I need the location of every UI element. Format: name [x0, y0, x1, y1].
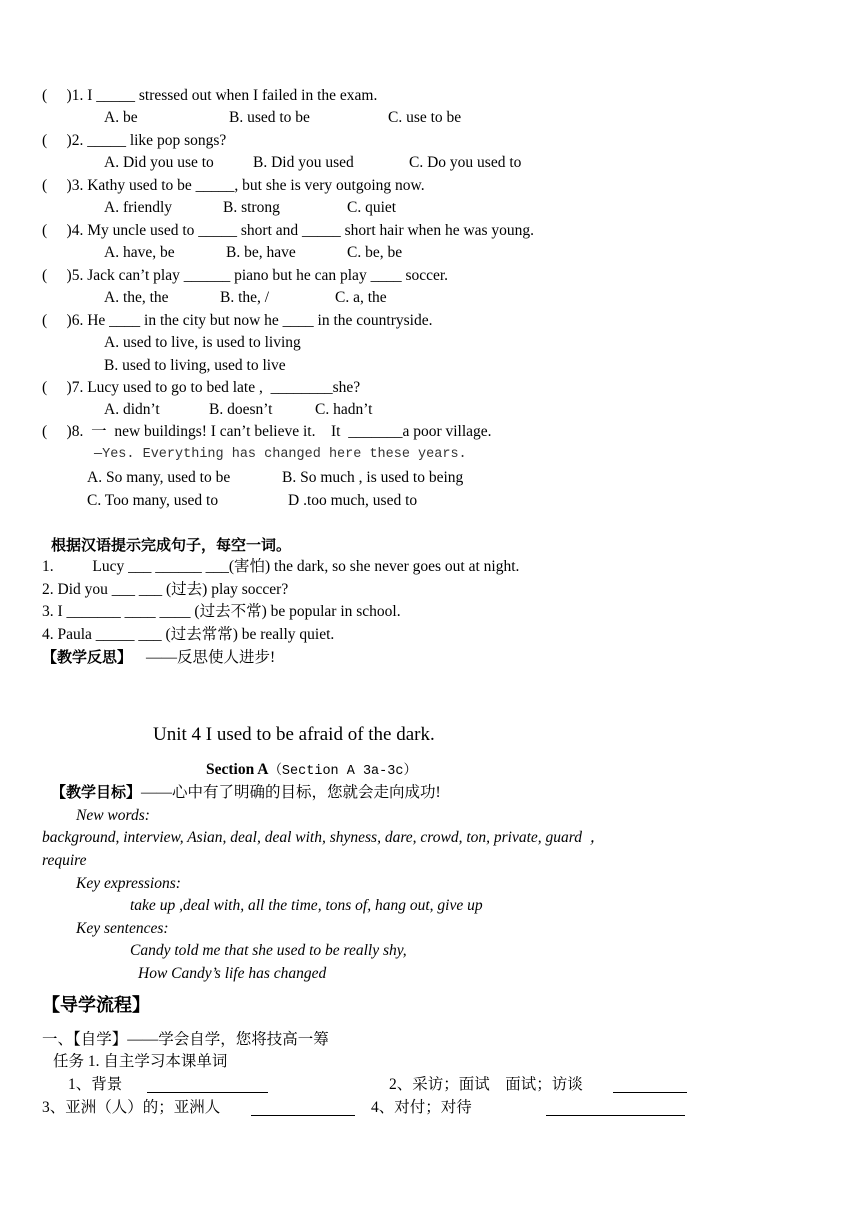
goals-label: 【教学目标】: [51, 783, 142, 801]
option-3a: A. friendly: [104, 199, 173, 216]
new-words-label: New words:: [76, 807, 150, 824]
option-4a: A. have, be: [104, 244, 175, 261]
option-4c: C. be, be: [347, 244, 403, 261]
option-8d: D .too much, used to: [288, 492, 418, 509]
section-detail: （Section A 3a-3c）: [268, 764, 417, 779]
new-words-line-2: require: [42, 852, 87, 869]
option-1c: C. use to be: [388, 109, 462, 126]
section-title: [206, 760, 417, 782]
reflection-label: 【教学反思】: [42, 648, 133, 666]
option-4b: B. be, have: [226, 244, 296, 261]
new-words-line-1: background, interview, Asian, deal, deal with, shyness, dare, crowd, ton, private, guard ，: [42, 829, 606, 846]
key-sentences-label: Key sentences:: [76, 920, 169, 937]
fill-section-heading: 根据汉语提示完成句子，每空一词。: [51, 536, 292, 554]
option-8c: C. Too many, used to: [87, 492, 219, 509]
fill-item-3: 3. I _______ ____ ____ (过去不常) be popular in school.: [42, 603, 401, 620]
option-8b: B. So much , is used to being: [282, 469, 464, 486]
key-sentence-1: Candy told me that she used to be really shy,: [130, 942, 407, 959]
vocab-4: 4、对付；对待: [371, 1099, 472, 1116]
question-3: ( )3. Kathy used to be _____, but she is very outgoing now.: [42, 177, 425, 194]
vocab-2: 2、采访；面试 面试；访谈: [389, 1076, 583, 1093]
option-5b: B. the, /: [220, 289, 270, 306]
question-6: ( )6. He ____ in the city but now he ____ in the countryside.: [42, 312, 433, 329]
key-expressions-label: Key expressions:: [76, 875, 181, 892]
vocab-3-blank: [251, 1115, 355, 1116]
option-6b: B. used to living, used to live: [104, 357, 286, 374]
option-2b: B. Did you used: [253, 154, 354, 171]
question-7: ( )7. Lucy used to go to bed late , ________she?: [42, 379, 361, 396]
question-5: ( )5. Jack can’t play ______ piano but he can play ____ soccer.: [42, 267, 449, 284]
vocab-1: 1、背景: [68, 1076, 123, 1093]
question-2: ( )2. _____ like pop songs?: [42, 132, 227, 149]
vocab-4-blank: [546, 1115, 685, 1116]
option-5a: A. the, the: [104, 289, 169, 306]
option-3b: B. strong: [223, 199, 280, 216]
key-expressions: take up ,deal with, all the time, tons of, hang out, give up: [130, 897, 483, 914]
option-8a: A. So many, used to be: [87, 469, 231, 486]
fill-item-2: 2. Did you ___ ___ (过去) play soccer?: [42, 581, 289, 598]
question-1: ( )1. I _____ stressed out when I failed in the exam.: [42, 87, 378, 104]
vocab-2-blank: [613, 1092, 687, 1093]
option-2c: C. Do you used to: [409, 154, 522, 171]
fill-item-4: 4. Paula _____ ___ (过去常常) be really quiet.: [42, 626, 335, 643]
vocab-3: 3、亚洲（人）的；亚洲人: [42, 1099, 221, 1116]
option-7b: B. doesn’t: [209, 401, 273, 418]
question-4: ( )4. My uncle used to _____ short and _____ short hair when he was young.: [42, 222, 535, 239]
question-8: ( )8. 一 new buildings! I can’t believe it. It _______a poor village.: [42, 423, 492, 440]
key-sentence-2: How Candy’s life has changed: [138, 965, 327, 982]
reflection: [42, 647, 275, 668]
option-1a: A. be: [104, 109, 138, 126]
goals-text: ——心中有了明确的目标，您就会走向成功!: [141, 784, 441, 801]
option-3c: C. quiet: [347, 199, 397, 216]
option-7a: A. didn’t: [104, 401, 160, 418]
vocab-1-blank: [147, 1092, 268, 1093]
self-study-heading: 一、【自学】——学会自学，您将技高一筹: [42, 1031, 329, 1048]
goals: [51, 782, 441, 803]
option-2a: A. Did you use to: [104, 154, 214, 171]
option-5c: C. a, the: [335, 289, 387, 306]
task-1: 任务 1. 自主学习本课单词: [53, 1053, 228, 1070]
option-7c: C. hadn’t: [315, 401, 373, 418]
option-6a: A. used to live, is used to living: [104, 334, 301, 351]
fill-item-1: 1. Lucy ___ ______ ___(害怕) the dark, so she never goes out at night.: [42, 558, 520, 575]
question-8-reply: —Yes. Everything has changed here these years.: [94, 447, 467, 462]
reflection-text: ——反思使人进步!: [146, 649, 276, 666]
unit-title: Unit 4 I used to be afraid of the dark.: [153, 724, 435, 745]
flow-heading: 【导学流程】: [42, 995, 150, 1016]
option-1b: B. used to be: [229, 109, 310, 126]
section-label: Section A: [206, 761, 269, 778]
